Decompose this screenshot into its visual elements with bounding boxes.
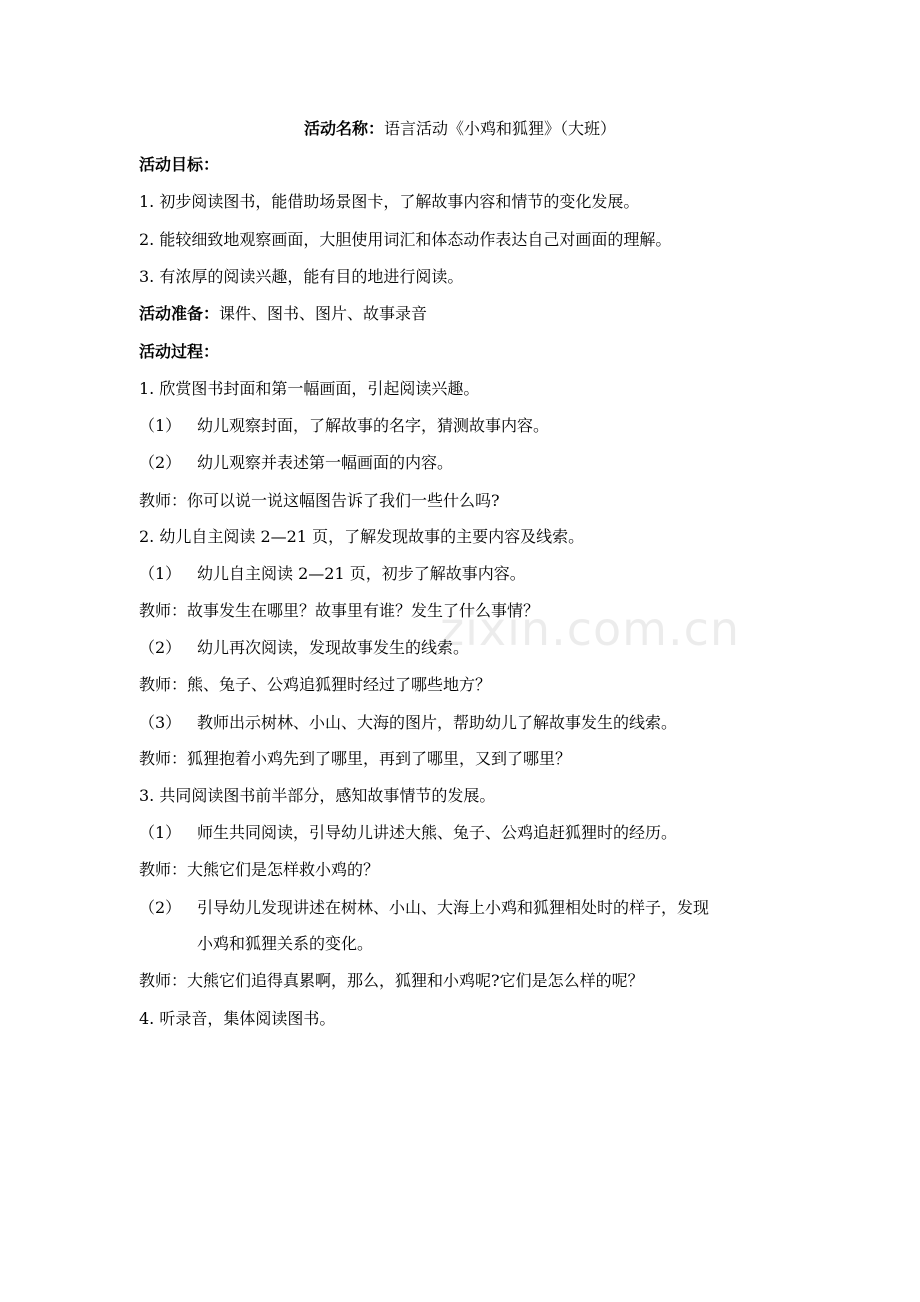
step-3-1 [139,822,799,844]
preparation-text: 课件、图书、图片、故事录音 [219,304,428,323]
teacher-question-6: 教师：大熊它们追得真累啊，那么，狐狸和小鸡呢?它们是怎么样的呢？ [139,971,644,990]
step-number: （2） [139,453,182,472]
teacher-question-1: 教师：你可以说一说这幅图告诉了我们一些什么吗? [139,491,500,510]
title-text: 语言活动《小鸡和狐狸》（大班） [384,119,617,138]
step-number: （3） [139,713,182,732]
step-2-3 [139,712,799,734]
teacher-question-4: 教师：狐狸抱着小鸡先到了哪里，再到了哪里，又到了哪里？ [139,749,572,768]
teacher-question-3: 教师：熊、兔子、公鸡追狐狸时经过了哪些地方？ [139,675,492,694]
step-text: 幼儿观察并表述第一幅画面的内容。 [197,453,454,472]
step-number: （1） [139,823,182,842]
preparation-label: 活动准备： [139,304,220,323]
step-number: （2） [139,638,182,657]
step-text: 幼儿观察封面，了解故事的名字，猜测故事内容。 [197,416,550,435]
goal-item-3: 3. 有浓厚的阅读兴趣，能有目的地进行阅读。 [139,267,464,286]
process-heading: 活动过程： [139,342,220,361]
step-3: 3. 共同阅读图书前半部分，感知故事情节的发展。 [139,786,496,805]
step-1-2 [139,452,799,474]
step-3-2 [139,897,799,919]
step-1-1 [139,415,799,437]
watermark: zixin.com.cn [440,602,741,656]
page-title [0,118,920,140]
step-text: 引导幼儿发现讲述在树林、小山、大海上小鸡和狐狸相处时的样子，发现 [197,898,710,917]
step-2-1 [139,563,799,585]
step-2-2 [139,637,799,659]
teacher-question-2: 教师：故事发生在哪里？故事里有谁？发生了什么事情？ [139,601,540,620]
step-2: 2. 幼儿自主阅读 2—21 页，了解发现故事的主要内容及线索。 [139,527,585,546]
goals-heading: 活动目标： [139,155,220,174]
step-number: （1） [139,564,182,583]
step-1: 1. 欣赏图书封面和第一幅画面，引起阅读兴趣。 [139,379,480,398]
preparation-line [139,303,799,325]
step-number: （2） [139,898,182,917]
step-4: 4. 听录音，集体阅读图书。 [139,1009,336,1028]
goal-item-1: 1. 初步阅读图书，能借助场景图卡，了解故事内容和情节的变化发展。 [139,192,640,211]
step-text: 幼儿自主阅读 2—21 页，初步了解故事内容。 [197,564,526,583]
title-label: 活动名称： [303,119,384,138]
step-text: 幼儿再次阅读，发现故事发生的线索。 [197,638,470,657]
step-number: （1） [139,416,182,435]
step-text: 师生共同阅读，引导幼儿讲述大熊、兔子、公鸡追赶狐狸时的经历。 [197,823,678,842]
step-3-2-continuation: 小鸡和狐狸关系的变化。 [197,934,374,953]
teacher-question-5: 教师：大熊它们是怎样救小鸡的？ [139,860,380,879]
step-text: 教师出示树林、小山、大海的图片，帮助幼儿了解故事发生的线索。 [197,713,678,732]
goal-item-2: 2. 能较细致地观察画面，大胆使用词汇和体态动作表达自己对画面的理解。 [139,230,672,249]
